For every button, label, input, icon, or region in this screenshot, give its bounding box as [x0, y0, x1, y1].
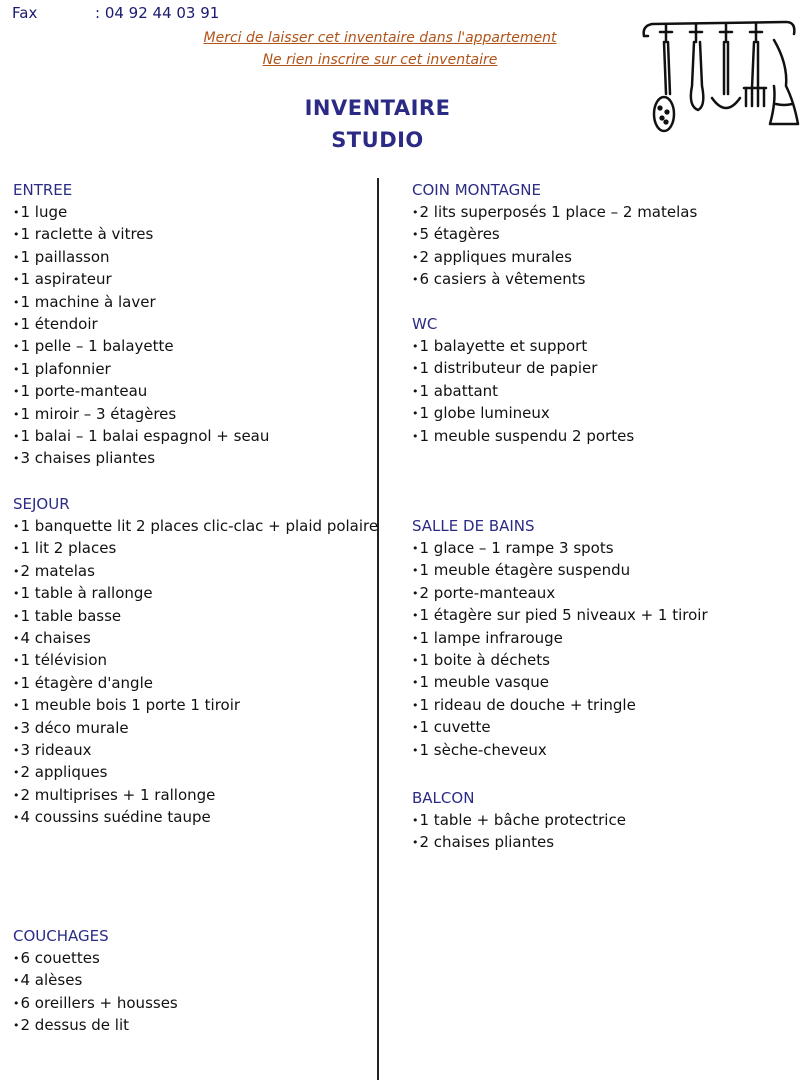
list-item: • 1 raclette à vitres	[13, 223, 269, 245]
list-item: • 6 casiers à vêtements	[412, 268, 697, 290]
page-title: INVENTAIRE	[304, 96, 451, 120]
list-item: • 1 rideau de douche + tringle	[412, 694, 708, 716]
section-title: ENTREE	[13, 181, 73, 199]
list-item: • 5 étagères	[412, 223, 697, 245]
section-title: BALCON	[412, 789, 475, 807]
list-item: • 1 glace – 1 rampe 3 spots	[412, 537, 708, 559]
list-item: • 3 rideaux	[13, 739, 378, 761]
list-item: • 1 machine à laver	[13, 291, 269, 313]
notice-line-2: Ne rien inscrire sur cet inventaire	[262, 52, 498, 68]
list-item: • 1 étagère d'angle	[13, 672, 378, 694]
list-item: • 2 appliques murales	[412, 246, 697, 268]
list-item: • 1 distributeur de papier	[412, 357, 634, 379]
list-item: • 6 couettes	[13, 947, 178, 969]
list-item: • 1 table basse	[13, 605, 378, 627]
section-salle-de-bains	[412, 515, 708, 761]
section-sejour	[13, 493, 378, 828]
list-item: • 3 déco murale	[13, 717, 378, 739]
list-item: • 2 chaises pliantes	[412, 831, 626, 853]
list-item: • 1 télévision	[13, 649, 378, 671]
list-item: • 1 luge	[13, 201, 269, 223]
section-title: COUCHAGES	[13, 927, 109, 945]
list-item: • 1 étendoir	[13, 313, 269, 335]
list-item: • 1 meuble étagère suspendu	[412, 559, 708, 581]
section-balcon	[412, 787, 626, 854]
list-item: • 4 chaises	[13, 627, 378, 649]
list-item: • 1 sèche-cheveux	[412, 739, 708, 761]
item-list	[13, 947, 178, 1037]
fax-number: : 04 92 44 03 91	[95, 4, 220, 22]
list-item: • 1 lit 2 places	[13, 537, 378, 559]
list-item: • 1 meuble vasque	[412, 671, 708, 693]
kitchen-utensils-icon	[638, 14, 803, 134]
fax-label: Fax	[12, 4, 38, 22]
notice-line-1: Merci de laisser cet inventaire dans l'appartement	[203, 30, 557, 46]
item-list	[13, 201, 269, 470]
list-item: • 1 table à rallonge	[13, 582, 378, 604]
section-title: SALLE DE BAINS	[412, 517, 535, 535]
section-wc	[412, 313, 634, 447]
list-item: • 1 banquette lit 2 places clic-clac + plaid polaire	[13, 515, 378, 537]
section-title: COIN MONTAGNE	[412, 181, 541, 199]
list-item: • 2 appliques	[13, 761, 378, 783]
list-item: • 1 miroir – 3 étagères	[13, 403, 269, 425]
list-item: • 3 chaises pliantes	[13, 447, 269, 469]
list-item: • 1 plafonnier	[13, 358, 269, 380]
list-item: • 1 abattant	[412, 380, 634, 402]
list-item: • 1 paillasson	[13, 246, 269, 268]
item-list	[412, 201, 697, 291]
list-item: • 1 lampe infrarouge	[412, 627, 708, 649]
item-list	[412, 335, 634, 447]
item-list	[412, 537, 708, 761]
item-list	[13, 515, 378, 828]
section-coin-montagne	[412, 179, 697, 291]
list-item: • 2 porte-manteaux	[412, 582, 708, 604]
list-item: • 1 globe lumineux	[412, 402, 634, 424]
list-item: • 1 pelle – 1 balayette	[13, 335, 269, 357]
list-item: • 2 multiprises + 1 rallonge	[13, 784, 378, 806]
list-item: • 1 étagère sur pied 5 niveaux + 1 tiroir	[412, 604, 708, 626]
item-list	[412, 809, 626, 854]
list-item: • 2 lits superposés 1 place – 2 matelas	[412, 201, 697, 223]
list-item: • 2 matelas	[13, 560, 378, 582]
list-item: • 1 meuble bois 1 porte 1 tiroir	[13, 694, 378, 716]
list-item: • 4 coussins suédine taupe	[13, 806, 378, 828]
list-item: • 1 porte-manteau	[13, 380, 269, 402]
list-item: • 1 balai – 1 balai espagnol + seau	[13, 425, 269, 447]
section-couchages	[13, 925, 178, 1037]
section-title: SEJOUR	[13, 495, 70, 513]
list-item: • 6 oreillers + housses	[13, 992, 178, 1014]
section-title: WC	[412, 315, 438, 333]
list-item: • 1 cuvette	[412, 716, 708, 738]
section-entree	[13, 179, 269, 470]
list-item: • 1 aspirateur	[13, 268, 269, 290]
fax-line	[12, 4, 220, 22]
list-item: • 4 alèses	[13, 969, 178, 991]
list-item: • 1 table + bâche protectrice	[412, 809, 626, 831]
page-subtitle: STUDIO	[331, 128, 424, 152]
list-item: • 1 balayette et support	[412, 335, 634, 357]
list-item: • 1 boite à déchets	[412, 649, 708, 671]
list-item: • 1 meuble suspendu 2 portes	[412, 425, 634, 447]
list-item: • 2 dessus de lit	[13, 1014, 178, 1036]
